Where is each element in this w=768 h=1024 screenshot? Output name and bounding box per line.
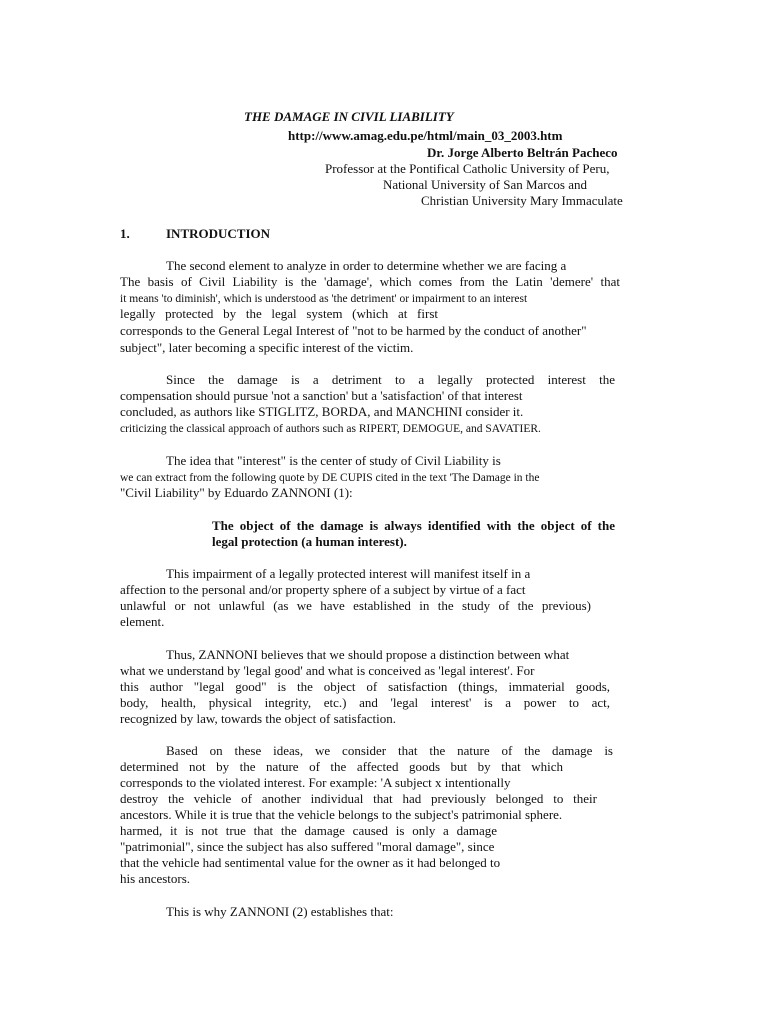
paragraph-6-line-7: "patrimonial", since the subject has also suffered "moral damage", since	[120, 839, 495, 854]
paragraph-6-line-5: ancestors. While it is true that the vehicle belongs to the subject's patrimonial sphere.	[120, 807, 563, 822]
paragraph-2-line-1: Since the damage is a detriment to a legally protected interest the	[166, 372, 615, 387]
paragraph-1-line-3: it means 'to diminish', which is understood as 'the detriment' or impairment to an interest	[120, 293, 528, 305]
paragraph-5-line-3: this author "legal good" is the object of satisfaction (things, immaterial goods,	[120, 679, 610, 694]
paragraph-3-line-2: we can extract from the following quote by DE CUPIS cited in the text 'The Damage in the	[120, 472, 540, 484]
paragraph-6-line-6: harmed, it is not true that the damage caused is only a damage	[120, 823, 497, 838]
paragraph-6-line-9: his ancestors.	[120, 871, 191, 886]
paragraph-4-line-2: affection to the personal and/or property sphere of a subject by virtue of a fact	[120, 582, 526, 597]
paragraph-2-line-3: concluded, as authors like STIGLITZ, BORDA, and MANCHINI consider it.	[120, 404, 524, 419]
paragraph-6-line-4: destroy the vehicle of another individual that had previously belonged to their	[120, 791, 597, 806]
paragraph-1-line-5: corresponds to the General Legal Interest of "not to be harmed by the conduct of another"	[120, 323, 587, 338]
author-affiliation-3: Christian University Mary Immaculate	[421, 193, 623, 208]
block-quote-line-1: The object of the damage is always identified with the object of the	[212, 518, 615, 533]
paragraph-6-line-2: determined not by the nature of the affected goods but by that which	[120, 759, 563, 774]
paragraph-5-line-5: recognized by law, towards the object of satisfaction.	[120, 711, 397, 726]
paragraph-1-line-2: The basis of Civil Liability is the 'damage', which comes from the Latin 'demere' that	[120, 274, 620, 289]
author-affiliation-2: National University of San Marcos and	[383, 177, 587, 192]
document-title: THE DAMAGE IN CIVIL LIABILITY	[244, 109, 454, 124]
section-title: INTRODUCTION	[166, 226, 271, 241]
paragraph-5-line-2: what we understand by 'legal good' and what is conceived as 'legal interest'. For	[120, 663, 535, 678]
paragraph-6-line-1: Based on these ideas, we consider that the nature of the damage is	[166, 743, 613, 758]
author-name: Dr. Jorge Alberto Beltrán Pacheco	[427, 145, 618, 160]
block-quote-line-2: legal protection (a human interest).	[212, 534, 407, 549]
section-number: 1.	[120, 226, 130, 241]
paragraph-1-line-4: legally protected by the legal system (which at first	[120, 306, 438, 321]
paragraph-3-line-1: The idea that "interest" is the center of study of Civil Liability is	[166, 453, 501, 468]
paragraph-5-line-1: Thus, ZANNONI believes that we should propose a distinction between what	[166, 647, 570, 662]
paragraph-2-line-2: compensation should pursue 'not a sanction' but a 'satisfaction' of that interest	[120, 388, 523, 403]
paragraph-1-line-6: subject", later becoming a specific interest of the victim.	[120, 340, 414, 355]
author-affiliation-1: Professor at the Pontifical Catholic University of Peru,	[325, 161, 610, 176]
paragraph-1-line-1: The second element to analyze in order to determine whether we are facing a	[166, 258, 567, 273]
paragraph-4-line-3: unlawful or not unlawful (as we have established in the study of the previous)	[120, 598, 591, 613]
paragraph-6-line-3: corresponds to the violated interest. For example: 'A subject x intentionally	[120, 775, 511, 790]
paragraph-7-line-1: This is why ZANNONI (2) establishes that:	[166, 904, 394, 919]
paragraph-2-line-4: criticizing the classical approach of authors such as RIPERT, DEMOGUE, and SAVATIER.	[120, 423, 541, 435]
paragraph-3-line-3: "Civil Liability" by Eduardo ZANNONI (1):	[120, 485, 353, 500]
paragraph-4-line-1: This impairment of a legally protected interest will manifest itself in a	[166, 566, 531, 581]
paragraph-4-line-4: element.	[120, 614, 165, 629]
paragraph-5-line-4: body, health, physical integrity, etc.) and 'legal interest' is a power to act,	[120, 695, 610, 710]
source-url: http://www.amag.edu.pe/html/main_03_2003.htm	[288, 128, 563, 143]
paragraph-6-line-8: that the vehicle had sentimental value for the owner as it had belonged to	[120, 855, 501, 870]
